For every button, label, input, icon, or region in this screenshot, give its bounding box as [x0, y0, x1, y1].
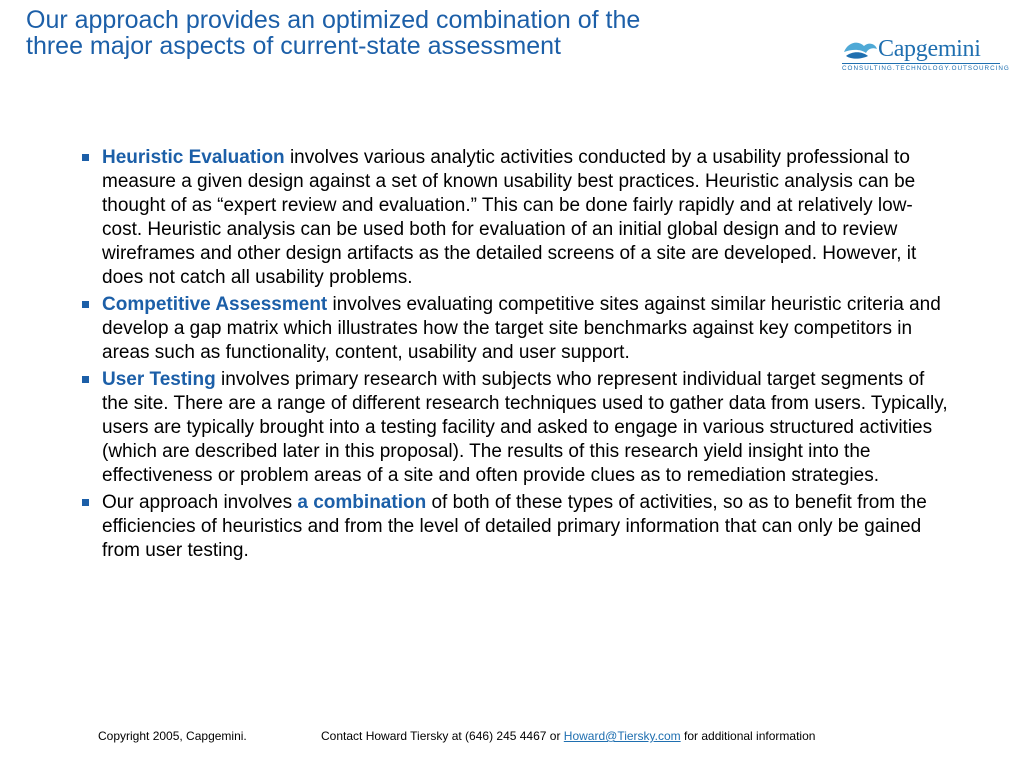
capgemini-logo: [842, 36, 1010, 78]
slide-title-line-1: Our approach provides an optimized combination of the: [26, 6, 641, 34]
square-bullet-icon: [82, 376, 89, 383]
bullet-text: involves various analytic activities conducted by a usability professional to measure a given design against a set of known usability best practices. Heuristic analysis can be thought of as “expert review and evaluation.” This can be done fairly rapidly and at relatively low-cost. Heuristic analysis can be used both for evaluation of an initial global design and to review wireframes and other design artifacts as the detailed screens of a site are developed. However, it does not catch all usability problems.: [102, 147, 917, 288]
spade-icon: [842, 38, 878, 62]
bullet-heuristic-evaluation: [80, 146, 950, 290]
bullet-user-testing: [80, 368, 950, 488]
bullet-list: [80, 146, 950, 566]
square-bullet-icon: [82, 301, 89, 308]
slide-title-line-2: three major aspects of current-state assessment: [26, 32, 561, 60]
footer-contact: [321, 729, 815, 743]
bullet-text: involves evaluating competitive sites against similar heuristic criteria and develop a gap matrix which illustrates how the target site benchmarks against key competitors in areas such as functionality, content, usability and user support.: [102, 294, 941, 363]
bullet-text: involves primary research with subjects who represent individual target segments of the site. There are a range of different research techniques used to gather data from users. Typically, users are typically brought into a testing facility and asked to engage in various structured activities (which are described later in this proposal). The results of this research yield insight into the effectiveness or problem areas of a site and often provide clues as to remediation strategies.: [102, 369, 948, 486]
bullet-prefix: Our approach involves: [102, 492, 298, 513]
logo-rule: [842, 63, 1000, 64]
footer-copyright: Copyright 2005, Capgemini.: [98, 729, 247, 743]
logo-tagline: CONSULTING.TECHNOLOGY.OUTSOURCING: [842, 65, 1010, 72]
footer-contact-suffix: for additional information: [680, 729, 816, 743]
bullet-term: Competitive Assessment: [102, 294, 328, 315]
bullet-term: a combination: [297, 492, 427, 513]
bullet-our-approach: [80, 491, 950, 563]
bullet-term: Heuristic Evaluation: [102, 147, 285, 168]
bullet-term: User Testing: [102, 369, 216, 390]
bullet-text: of both of these types of activities, so as to benefit from the efficiencies of heuristics and from the level of detailed primary information that can only be gained from user testing.: [102, 492, 927, 561]
slide-title: [26, 7, 786, 59]
square-bullet-icon: [82, 154, 89, 161]
square-bullet-icon: [82, 499, 89, 506]
bullet-competitive-assessment: [80, 293, 950, 365]
footer-contact-prefix: Contact Howard Tiersky at (646) 245 4467 or: [321, 729, 564, 743]
logo-wordmark: Capgemini: [878, 36, 981, 62]
email-link[interactable]: Howard@Tiersky.com: [563, 729, 681, 743]
